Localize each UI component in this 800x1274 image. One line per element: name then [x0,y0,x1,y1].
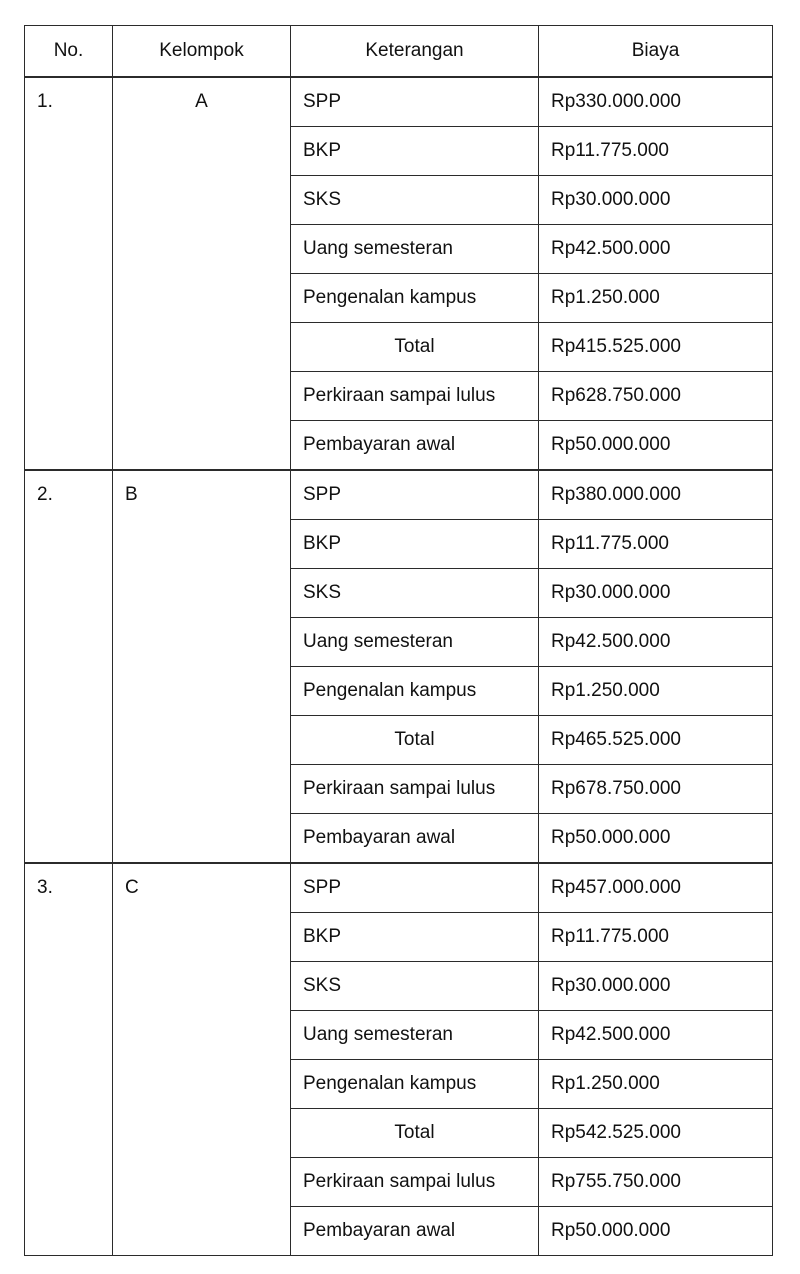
cell-keterangan: Uang semesteran [291,225,539,274]
cell-keterangan: Total [291,323,539,372]
column-header-biaya: Biaya [539,26,773,78]
cell-biaya: Rp42.500.000 [539,618,773,667]
cell-biaya: Rp678.750.000 [539,765,773,814]
cell-biaya: Rp30.000.000 [539,962,773,1011]
cell-keterangan: SKS [291,569,539,618]
cell-biaya: Rp42.500.000 [539,225,773,274]
table-row [25,470,773,520]
cell-biaya: Rp755.750.000 [539,1158,773,1207]
cell-biaya: Rp380.000.000 [539,470,773,520]
cell-biaya: Rp11.775.000 [539,913,773,962]
cell-keterangan: Pengenalan kampus [291,1060,539,1109]
cell-biaya: Rp50.000.000 [539,421,773,471]
cell-no: 3. [25,863,113,1256]
cell-biaya: Rp11.775.000 [539,520,773,569]
cell-keterangan: SPP [291,863,539,913]
cell-keterangan: SKS [291,962,539,1011]
cell-keterangan: Uang semesteran [291,618,539,667]
cell-biaya: Rp457.000.000 [539,863,773,913]
cell-biaya: Rp1.250.000 [539,274,773,323]
cell-keterangan: Pembayaran awal [291,1207,539,1256]
cell-no: 2. [25,470,113,863]
cell-keterangan: SKS [291,176,539,225]
cell-biaya: Rp42.500.000 [539,1011,773,1060]
cell-biaya: Rp465.525.000 [539,716,773,765]
cell-biaya: Rp30.000.000 [539,176,773,225]
cell-biaya: Rp50.000.000 [539,814,773,864]
cell-kelompok: A [113,77,291,470]
cell-biaya: Rp1.250.000 [539,667,773,716]
table-row [25,863,773,913]
cell-keterangan: Total [291,1109,539,1158]
cell-kelompok: C [113,863,291,1256]
table-body [25,77,773,1256]
tuition-fee-table [24,25,773,1256]
column-header-keterangan: Keterangan [291,26,539,78]
cell-keterangan: SPP [291,77,539,127]
cell-biaya: Rp11.775.000 [539,127,773,176]
cell-keterangan: Pengenalan kampus [291,274,539,323]
cell-keterangan: Perkiraan sampai lulus [291,1158,539,1207]
cell-kelompok: B [113,470,291,863]
cell-keterangan: Pengenalan kampus [291,667,539,716]
cell-biaya: Rp30.000.000 [539,569,773,618]
cell-biaya: Rp50.000.000 [539,1207,773,1256]
cell-no: 1. [25,77,113,470]
cell-keterangan: BKP [291,913,539,962]
column-header-no: No. [25,26,113,78]
table-header-row [25,26,773,78]
cell-biaya: Rp542.525.000 [539,1109,773,1158]
cell-keterangan: BKP [291,520,539,569]
cell-keterangan: BKP [291,127,539,176]
column-header-kelompok: Kelompok [113,26,291,78]
cell-keterangan: Perkiraan sampai lulus [291,765,539,814]
cell-keterangan: Total [291,716,539,765]
cell-keterangan: Pembayaran awal [291,421,539,471]
table-row [25,77,773,127]
cell-keterangan: Pembayaran awal [291,814,539,864]
cell-keterangan: Uang semesteran [291,1011,539,1060]
cell-keterangan: SPP [291,470,539,520]
cell-biaya: Rp415.525.000 [539,323,773,372]
cell-biaya: Rp628.750.000 [539,372,773,421]
cell-biaya: Rp330.000.000 [539,77,773,127]
table-header [25,26,773,78]
cell-biaya: Rp1.250.000 [539,1060,773,1109]
cell-keterangan: Perkiraan sampai lulus [291,372,539,421]
